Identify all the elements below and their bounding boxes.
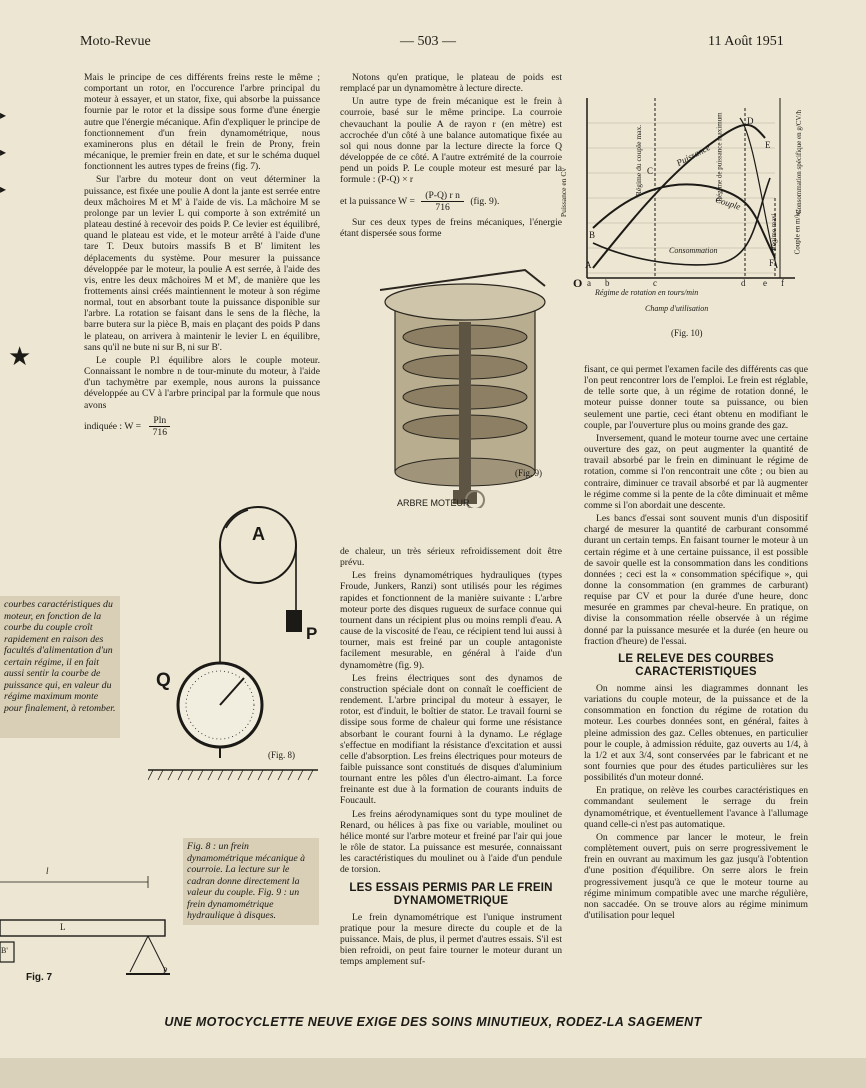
section-heading-essais: LES ESSAIS PERMIS PAR LE FREIN DYNAMOMETRIQUE (349, 881, 553, 907)
star-icon: ★ (8, 342, 32, 371)
column-right (584, 364, 808, 923)
figure-caption-text: Fig. 8 : un frein dynamométrique mécanique à courroie. La lecture sur le cadran donne directement la valeur du couple. Fig. 9 : un frein dynamométrique hydraulique à disques. (187, 841, 306, 921)
x-tick-b: b (605, 278, 610, 288)
fig7-label-B: B' (1, 946, 8, 955)
champ-label: Champ d'utilisation (645, 304, 709, 313)
paragraph: Les freins aérodynamiques sont du type moulinet de Renard, ou hélices à pas fixe ou variable, moulinet ou hélice monté sur l'arbre moteur et freiné par l'air qui joue le rôle de stator. La puissance est mesurée, connaissant les caractéristiques du moulinet ou à l'aide d'un pendule de torsion. (340, 808, 562, 876)
figure-7-label: Fig. 7 (26, 972, 53, 983)
paragraph: Le couple P.l équilibre alors le couple moteur. Connaissant le nombre n de tour-minute du moteur, à l'aide d'un tachymètre par exemple, nous aurons la puissance développée au CV à l'arbre principal par la formule que nous avons (84, 354, 320, 411)
paragraph: Sur ces deux types de freins mécaniques, l'énergie étant dispersée sous forme (340, 216, 562, 240)
paragraph: de chaleur, un très sérieux refroidissement doit être prévu. (340, 546, 562, 569)
formula-power (84, 415, 320, 438)
figure-10 (559, 78, 855, 340)
figure-9-label: (Fig. 9) (515, 468, 542, 478)
point-d: D (747, 116, 754, 126)
formula-numerator: Pln (149, 415, 170, 427)
regime-couple-label: Régime du couple max. (634, 124, 644, 197)
x-tick-d: d (741, 278, 746, 288)
column-left (84, 72, 320, 442)
fig7-label-P: P (163, 966, 168, 975)
paragraph: Sur l'arbre du moteur dont on veut déterminer la puissance, est fixée une poulie A dont la jante est serrée entre deux mâchoires M et M' à l'aide de vis. La mâchoire M se prolonge par un levier L qui comporte à son extrémité un plateau destiné à recevoir des poids P. Ce levier est équilibré, quand le plateau est vide, et le moteur arrêté à l'aide d'une tare T. Deux butoirs massifs B et B' limitent les déplacements du système. Pour mesurer la puissance développée par le moteur, la poulie A est serrée, à l'aide des vis, entre les deux mâchoires M et M', de manière que les frottements ainsi créés maintiennent le moteur à son régime normal, tout en absorbant toute la puissance disponible sur l'arbre. La rotation se faisant dans le sens de la flèche, la barre butera sur la pièce B, mais en plaçant des poids P dans le plateau, on arrivera à maintenir le levier L en équilibre, sans qu'il ne bute ni sur B, ni sur B'. (84, 174, 320, 353)
right-axis-label: Consommation spécifique en g/CV/h (795, 109, 804, 215)
figure-caption-box (183, 838, 319, 925)
formula-numerator: (P-Q) r n (421, 190, 464, 202)
figure-8-label: (Fig. 8) (268, 750, 295, 760)
footer-slogan: UNE MOTOCYCLETTE NEUVE EXIGE DES SOINS MINUTIEUX, RODEZ-LA SAGEMENT (164, 1015, 702, 1029)
point-f: F (769, 258, 775, 268)
couple-curve-label: Couple (714, 194, 742, 212)
formula-denominator: 716 (435, 201, 450, 213)
point-e: E (765, 140, 771, 150)
paragraph: On nomme ainsi les diagrammes donnant les variations du couple moteur, de la puissance et de la consommation en fonction du régime de rotation du moteur. Les courbes données sont, en général, faites à pleine admission des gaz. Celles obtenues, en particulier pour le couple, à admission réduite, gaz ouverts au 1/4, à la 1/2 et aux 3/4, sont conservées par le fabricant et ne sont fournies que pour des études particulières sur les possibilités d'un moteur donné. (584, 682, 808, 784)
header-page-number: — 503 — (400, 34, 456, 49)
paragraph: Les freins dynamométriques hydrauliques (types Froude, Junkers, Ranzi) sont utilisés pour les régimes rapides et fonctionnent de la manière suivante : L'arbre moteur porte des disques rugueux de surface connue qui tournent dans un récipient plus ou moins rempli d'eau. A cause de la viscosité de l'eau, ce récipient tend lui aussi à tourner, mais est freiné par un couple antagoniste facilement mesurable, en général à l'aide d'un dynamomètre (fig. 9). (340, 570, 562, 671)
fig7-label-L: L (60, 922, 66, 932)
paragraph: Notons qu'en pratique, le plateau de poids est remplacé par un dynamomètre à lecture directe. (340, 72, 562, 95)
header-date: 11 Août 1951 (708, 34, 784, 49)
figure-9 (355, 262, 555, 508)
paragraph: Le frein dynamométrique est l'unique instrument pratique pour la mesure directe du couple et de la puissance. Mais, de plus, il permet d'autres essais. S'il est bien refroidi, on peut faire tourner le moteur durant un temps amplement suf- (340, 911, 562, 968)
formula-ref: (fig. 9). (470, 195, 500, 207)
side-caption-text: courbes caractéristiques du moteur, en fonction de la courbe du couple croît rapidement en raison des facultés d'alimentation d'un certain régime, il en fait aussi sentir la courbe de puissance qui, en valeur du régime maximum monte pour finalement, à retomber. (4, 599, 116, 714)
scale-label-q: Q (156, 670, 171, 691)
y-axis-label: Puissance en Cv (559, 167, 569, 218)
formula-label: et la puissance W = (340, 195, 415, 207)
belt-brake-drawing (148, 500, 328, 790)
figure-7 (0, 862, 180, 992)
paragraph: Un autre type de frein mécanique est le frein à courroie, basé sur le même principe. La courroie chevauchant la poulie A de rayon r (en mètre) est accrochée d'un côté à une balance automatique fixée au sol qui nous donne par la lecture directe la force Q développée de ce côté. A l'autre extrémité de la courroie pend un poids P. Le couple moteur est mesuré par la formule : (P-Q) × r (340, 96, 562, 186)
x-tick-e: e (763, 278, 767, 288)
column-middle-bottom (340, 546, 562, 969)
paragraph: On commence par lancer le moteur, le frein complètement ouvert, puis on serre progressivement le frein en ouvrant au maximum les gaz jusqu'à l'obtention d'une position d'équilibre. On serre alors le frein progressivement jusqu'à ce que le moteur tourne au régime minimum compatible avec une marche régulière, non saccadée. On se trouve alors au régime minimum d'utilisation pour lequel (584, 831, 808, 922)
formula-belt (340, 190, 562, 213)
paragraph: Inversement, quand le moteur tourne avec une certaine ouverture des gaz, on peut augmenter la quantité de travail absorbé par le frein en diminuant le régime de rotation, comme si l'on rencontrait une côte ; ou bien au contraire, diminuer ce travail absorbé et par là augmenter le régime comme si la pente de la côte diminuait et même comme si l'on abordait une descente. (584, 432, 808, 511)
column-middle-top (340, 72, 562, 241)
regime-max-label: Régime maxi (769, 213, 778, 251)
margin-mark: ▸ (0, 108, 7, 122)
header-publication: Moto-Revue (80, 34, 151, 49)
figure-10-label: (Fig. 10) (671, 328, 703, 338)
x-tick-f: f (781, 278, 784, 288)
regime-puissance-label: Régime de puissance maximum (715, 112, 724, 202)
consommation-curve-label: Consommation (669, 246, 718, 255)
figure-8 (148, 500, 328, 790)
x-axis-label: Régime de rotation en tours/min (595, 288, 699, 297)
section-heading-releve: LE RELEVE DES COURBES CARACTERISTIQUES (618, 652, 774, 678)
paragraph: Mais le principe de ces différents freins reste le même ; comportant un rotor, en l'occurence l'arbre principal du moteur à essayer, et un stator, fixe, qui absorbe la puissance fournie par le rotor et la dissipe sous forme d'une énergie autre que l'énergie mécanique. Afin d'expliquer le principe de fonctionnement d'un frein dynamométrique, nous examinerons plus en détail le frein de Prony, frein mécanique, le premier frein en date, et sur le schéma duquel fonctionnent les autres types de freins (fig. 7). (84, 72, 320, 173)
fig7-label-l: l (46, 866, 49, 876)
x-tick-c: c (653, 278, 657, 288)
formula-denominator: 716 (152, 426, 168, 438)
couple-axis-label: Couple en m/kg (793, 209, 802, 255)
margin-mark: ▸ (0, 182, 7, 196)
figure-9-arbre-label: ARBRE MOTEUR (397, 498, 470, 508)
puissance-curve-label: Puissance (674, 142, 712, 168)
pulley-label-a: A (252, 524, 265, 544)
side-caption-box (0, 596, 120, 738)
paragraph: En pratique, on relève les courbes caractéristiques en commandant seulement le serrage du frein dynamométrique, et éventuellement l'avance à l'allumage quand celle-ci n'est pas automatique. (584, 785, 808, 830)
origin-label: O (573, 276, 583, 290)
formula-label: indiquée : W = (84, 420, 142, 432)
point-b: B (589, 230, 596, 240)
paragraph: Les freins électriques sont des dynamos de construction spéciale dont on connaît le coefficient de rendement. L'arbre principal du moteur à essayer, le rotor, est d'induit, le boîtier de stator. Le travail fourni se dissipe sous forme de chaleur qui forme une résistance absorbant le courant fourni à la dynamo. Le réglage s'effectue en modifiant la résistance d'excitation et aussi celle d'absorption. Les freins électriques pour moteurs de faible puissance sont constitués de disques d'aluminium tournant entre les pôles d'un électro-aimant. La force freinante est due à la formation de courants induits de Foucault. (340, 672, 562, 807)
bottom-band (0, 1058, 866, 1088)
paragraph: fisant, ce qui permet l'examen facile des différents cas que l'on peut rencontrer lors de l'emploi. Le frein est réglable, de telle sorte que, à un régime de rotation donné, le moteur puisse donner toute sa puissance, ou bien seulement une partie, ceci étant obtenu en modifiant le couple, par l'ouverture plus ou moins grande des gaz. (584, 364, 808, 431)
point-c: C (647, 166, 654, 176)
margin-mark: ▸ (0, 145, 7, 159)
paragraph: Les bancs d'essai sont souvent munis d'un dispositif chargé de mesurer la quantité de carburant consommé durant un certain temps. En faisant tourner le moteur à un certain régime et à une certaine puissance, il est possible de savoir quelle est la consommation dans les conditions données ; ceci est la « consommation spécifique », qui donne la consommation (en grammes de carburant) requise par CV et pour la durée d'une heure, donc mesurée en grammes par cheval-heure. En pratique, on divise la consommation réelle observée à un régime donné par la puissance mesurée et la durée (en heure ou fraction d'heure) de l'essai. (584, 513, 808, 647)
point-a: A (585, 260, 592, 270)
x-tick-a: a (587, 278, 591, 288)
weight-label-p: P (306, 624, 318, 643)
